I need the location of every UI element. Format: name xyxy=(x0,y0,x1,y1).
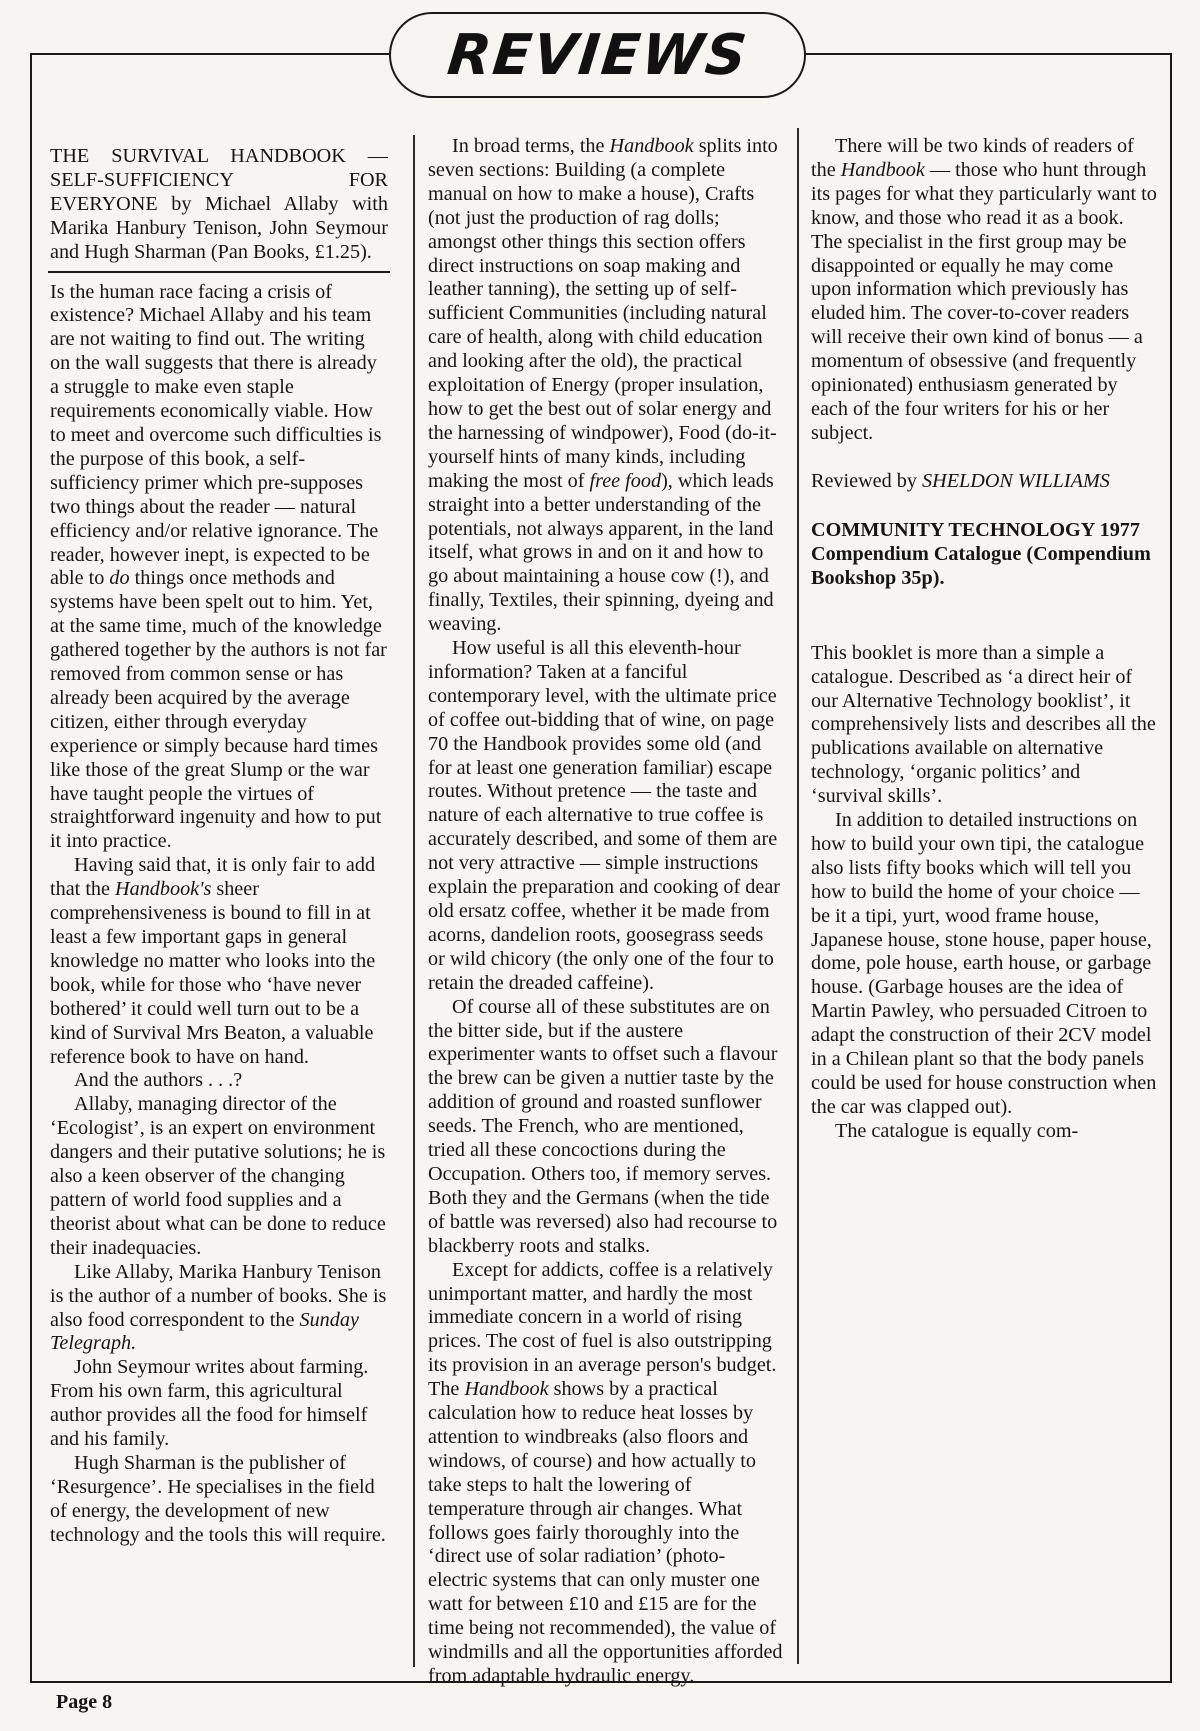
spacer xyxy=(811,494,1157,518)
review-1-paragraph: There will be two kinds of readers of the Handbook — those who hunt through its pages for what they particularly want to know, and those who read it as a book. The specialist in the first group may be disappointed or equally he may come upon information which previously has eluded him. The cover-to-cover readers will receive their own kind of bonus — a momentum of obsessive (and frequently opinionated) enthusiasm generated by each of the four writers for his or her subject. xyxy=(811,135,1157,444)
column-1 xyxy=(50,145,388,1548)
review-1-byline: Reviewed by SHELDON WILLIAMS xyxy=(811,469,1110,492)
page-number: Page 8 xyxy=(56,1691,113,1713)
column-2 xyxy=(428,135,784,1689)
review-2-paragraph: In addition to detailed instructions on how to build your own tipi, the catalogue also lists fifty books which will tell you how to build the home of your choice — be it a tipi, yurt, wood frame house, Japanese house, stone house, paper house, dome, pole house, earth house, or garbage house. (Garbage houses are the idea of Martin Pawley, who persuaded Citroen to adapt the construction of their 2CV model in a Chilean plant so that the body panels could be used for house construction when the car was clapped out). xyxy=(811,809,1157,1118)
review-1-paragraph: In broad terms, the Handbook splits into seven sections: Building (a complete manual on how to make a house), Crafts (not just the production of rag dolls; amongst other things this section offers direct instructions on soap making and leather tanning), the setting up of self-sufficient Communities (including natural care of health, along with child education and looking after the old), the practical exploitation of Energy (proper insulation, how to get the best out of solar energy and the harnessing of windpower), Food (do-it-yourself hints of many kinds, including making the most of free food), which leads straight into a better understanding of the potentials, not always apparent, in the land itself, what grows in and on it and how to go about maintaining a house cow (!), and finally, Textiles, their spinning, dyeing and weaving. xyxy=(428,135,778,636)
review-1-heading: THE SURVIVAL HANDBOOK — SELF-SUFFICIENCY FOR EVERYONE by Michael Allaby with Marika Hanbury Tenison, John Seymour and Hugh Sharman (Pan Books, £1.25). xyxy=(50,145,388,263)
review-1-paragraph: Of course all of these substitutes are on the bitter side, but if the austere experimenter wants to offset such a flavour the brew can be given a nuttier taste by the addition of ground and roasted sunflower seeds. The French, who are mentioned, tried all these concoctions during the Occupation. Others too, if memory serves. Both they and the Germans (when the tide of battle was reversed) also had recourse to blackberry roots and stalks. xyxy=(428,995,778,1257)
review-1-paragraph: Hugh Sharman is the publisher of ‘Resurgence’. He specialises in the field of energy, the development of new technology and the tools this will require. xyxy=(50,1451,386,1546)
review-1-paragraph: Having said that, it is only fair to add that the Handbook's sheer comprehensiveness is bound to fill in at least a few important gaps in general knowledge no matter who looks into the book, while for those who ‘have never bothered’ it could well turn out to be a kind of Survival Mrs Beaton, a valuable reference book to have on hand. xyxy=(50,854,376,1068)
review-1-paragraph: How useful is all this eleventh-hour information? Taken at a fanciful contemporary level, with the ultimate price of coffee out-bidding that of wine, on page 70 the Handbook provides some old (and for at least one generation familiar) escape routes. Without pretence — the taste and nature of each alternative to true coffee is accurately described, and some of them are not very attractive — simple instructions explain the preparation and cooking of dear old ersatz coffee, whether it be made from acorns, dandelion roots, goosegrass seeds or wild chicory (the only one of the four to retain the dreaded caffeine). xyxy=(428,637,781,994)
review-1-paragraph: Is the human race facing a crisis of existence? Michael Allaby and his team are not waiting to find out. The writing on the wall suggests that there is already a struggle to make even staple requirements economically viable. How to meet and overcome such difficulties is the purpose of this book, a self-sufficiency primer which pre-supposes two things about the reader — natural efficiency and/or relative ignorance. The reader, however inept, is expected to be able to do things once methods and systems have been spelt out to him. Yet, at the same time, much of the knowledge gathered together by the authors is not far removed from common sense or has already been acquired by the average citizen, either through everyday experience or simply because hard times like those of the great Slump or the war have taught people the virtues of straightforward ingenuity and how to put it into practice. xyxy=(50,280,387,853)
review-2-paragraph: The catalogue is equally com- xyxy=(835,1119,1079,1142)
reviews-header-badge xyxy=(389,12,806,98)
spacer xyxy=(811,590,1157,642)
heading-rule xyxy=(48,271,390,273)
column-divider-right xyxy=(797,128,799,1664)
review-1-paragraph: Except for addicts, coffee is a relatively unimportant matter, and hardly the most immediate concern in a world of rising prices. The cost of fuel is also outstripping its provision in an average person's budget. The Handbook shows by a practical calculation how to reduce heat losses by attention to windbreaks (also floors and windows, of course) and how actually to take steps to halt the lowering of temperature through air changes. What follows goes fairly thoroughly into the ‘direct use of solar radiation’ (photo-electric systems that can only muster one watt for between £10 and £15 are for the time being not recommended), the value of windmills and all the opportunities afforded from adaptable hydraulic energy. xyxy=(428,1258,783,1687)
column-divider-left xyxy=(413,135,415,1667)
column-3 xyxy=(811,135,1157,1144)
review-1-paragraph: Allaby, managing director of the ‘Ecologist’, is an expert on environment dangers and their putative solutions; he is also a keen observer of the changing pattern of world food supplies and a theorist about what can be done to reduce their inadequacies. xyxy=(50,1093,386,1259)
review-1-paragraph: And the authors . . .? xyxy=(74,1069,243,1092)
spacer xyxy=(811,446,1157,470)
review-2-heading: COMMUNITY TECHNOLOGY 1977 Compendium Catalogue (Compendium Bookshop 35p). xyxy=(811,518,1151,589)
review-2-paragraph: This booklet is more than a simple a catalogue. Described as ‘a direct heir of our Alternative Technology booklist’, it comprehensively lists and describes all the publications available on alternative technology, ‘organic politics’ and ‘survival skills’. xyxy=(811,641,1156,808)
review-1-paragraph: John Seymour writes about farming. From his own farm, this agricultural author provides all the food for himself and his family. xyxy=(50,1356,369,1451)
page-title: REVIEWS xyxy=(444,22,751,88)
review-1-paragraph: Like Allaby, Marika Hanbury Tenison is the author of a number of books. She is also food correspondent to the Sunday Telegraph. xyxy=(50,1260,387,1355)
